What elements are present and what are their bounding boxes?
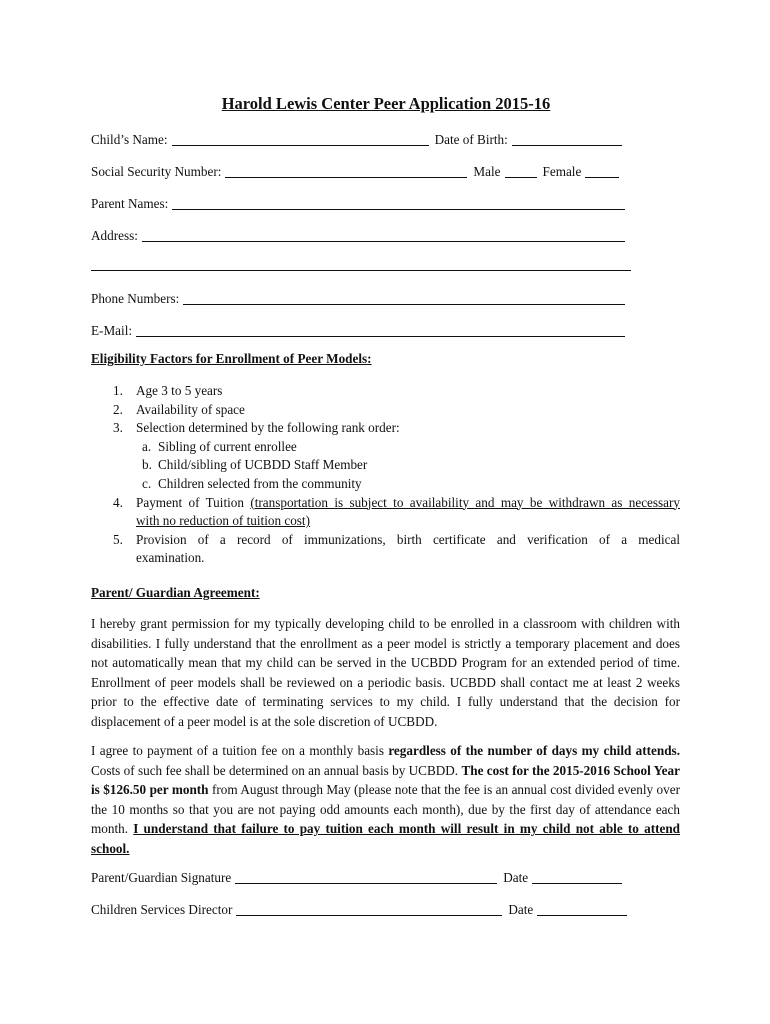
address-row xyxy=(91,224,631,244)
ssn-row xyxy=(91,160,631,180)
female-field[interactable] xyxy=(585,164,619,178)
parent-signature-row xyxy=(91,866,651,886)
eligibility-heading: Eligibility Factors for Enrollment of Peer Models: xyxy=(91,351,372,366)
parent-date-label: Date xyxy=(503,870,529,885)
rank-order-sublist xyxy=(136,438,726,494)
parent-names-row xyxy=(91,192,631,212)
list-item: c. Children selected from the community xyxy=(142,475,362,491)
director-signature-field[interactable] xyxy=(236,902,502,916)
list-item: 4. Payment of Tuition (transportation is subject to availability and may be withdrawn as necessary with no reduction of tuition cost) xyxy=(113,494,681,529)
ssn-field[interactable] xyxy=(225,164,467,178)
male-label: Male xyxy=(473,164,501,179)
director-signature-row xyxy=(91,898,651,918)
parent-names-label: Parent Names: xyxy=(91,196,169,211)
female-label: Female xyxy=(542,164,582,179)
address-line-2-field[interactable] xyxy=(91,270,631,271)
eligibility-list xyxy=(91,382,726,568)
director-signature-label: Children Services Director xyxy=(91,902,233,917)
parent-names-field[interactable] xyxy=(172,196,625,210)
ssn-label: Social Security Number: xyxy=(91,164,222,179)
child-name-label: Child’s Name: xyxy=(91,132,168,147)
parent-signature-field[interactable] xyxy=(235,870,497,884)
list-item: 2. Availability of space xyxy=(113,401,245,417)
list-item: a. Sibling of current enrollee xyxy=(142,438,297,454)
tuition-paragraph: I agree to payment of a tuition fee on a monthly basis regardless of the number of days my child attends. Costs of such fee shall be determined on an annual basis by UCBDD. The cost for the 2015-2016 School Year is $126.50 per month from August through May (please note that the fee is an annual cost divided evenly over the 10 months so that you are not paying odd amounts each month), due by the first day of attendance each month. I understand that failure to pay tuition each month will result in my child not able to attend school. xyxy=(91,743,680,856)
address-field[interactable] xyxy=(142,228,625,242)
page-title: Harold Lewis Center Peer Application 2015-16 xyxy=(221,94,551,113)
parent-signature-label: Parent/Guardian Signature xyxy=(91,870,232,885)
list-item: 3. Selection determined by the following rank order: a. Sibling of current enrollee b. Child/sibling of UCBDD Staff Member c. Children selected from the community xyxy=(136,419,726,493)
list-item: b. Child/sibling of UCBDD Staff Member xyxy=(142,457,368,473)
director-date-label: Date xyxy=(508,902,534,917)
phone-row xyxy=(91,287,631,307)
tuition-warning: I understand that failure to pay tuition each month will result in my child not able to attend school. xyxy=(91,821,680,856)
director-date-field[interactable] xyxy=(537,902,627,916)
email-row xyxy=(91,319,631,339)
male-field[interactable] xyxy=(505,164,537,178)
tuition-note: with no reduction of tuition cost) xyxy=(136,513,310,529)
email-field[interactable] xyxy=(136,323,625,337)
dob-field[interactable] xyxy=(512,132,622,146)
child-name-field[interactable] xyxy=(172,132,429,146)
address-label: Address: xyxy=(91,228,138,243)
phone-label: Phone Numbers: xyxy=(91,291,180,306)
agreement-paragraph: I hereby grant permission for my typically developing child to be enrolled in a classroom with children with disabilities. I fully understand that the enrollment as a peer model is strictly a temporary placement and does not automatically mean that my child can be served in the UCBDD Program for an extended period of time. Enrollment of peer models shall be reviewed on a periodic basis. UCBDD shall contact me at least 2 weeks prior to the effective date of terminating services to my child. I fully understand that the decision for displacement of a peer model is at the sole discretion of UCBDD. xyxy=(91,616,680,729)
agreement-heading: Parent/ Guardian Agreement: xyxy=(91,585,260,600)
list-item: 5. Provision of a record of immunizations, birth certificate and verification of a medical examination. xyxy=(113,531,680,566)
dob-label: Date of Birth: xyxy=(434,132,508,147)
tuition-note: (transportation is subject to availability and may be withdrawn as necessary xyxy=(250,494,681,510)
list-item: 1. Age 3 to 5 years xyxy=(113,383,223,398)
phone-field[interactable] xyxy=(183,291,625,305)
email-label: E-Mail: xyxy=(91,323,133,338)
parent-date-field[interactable] xyxy=(532,870,622,884)
child-name-row xyxy=(91,128,631,148)
